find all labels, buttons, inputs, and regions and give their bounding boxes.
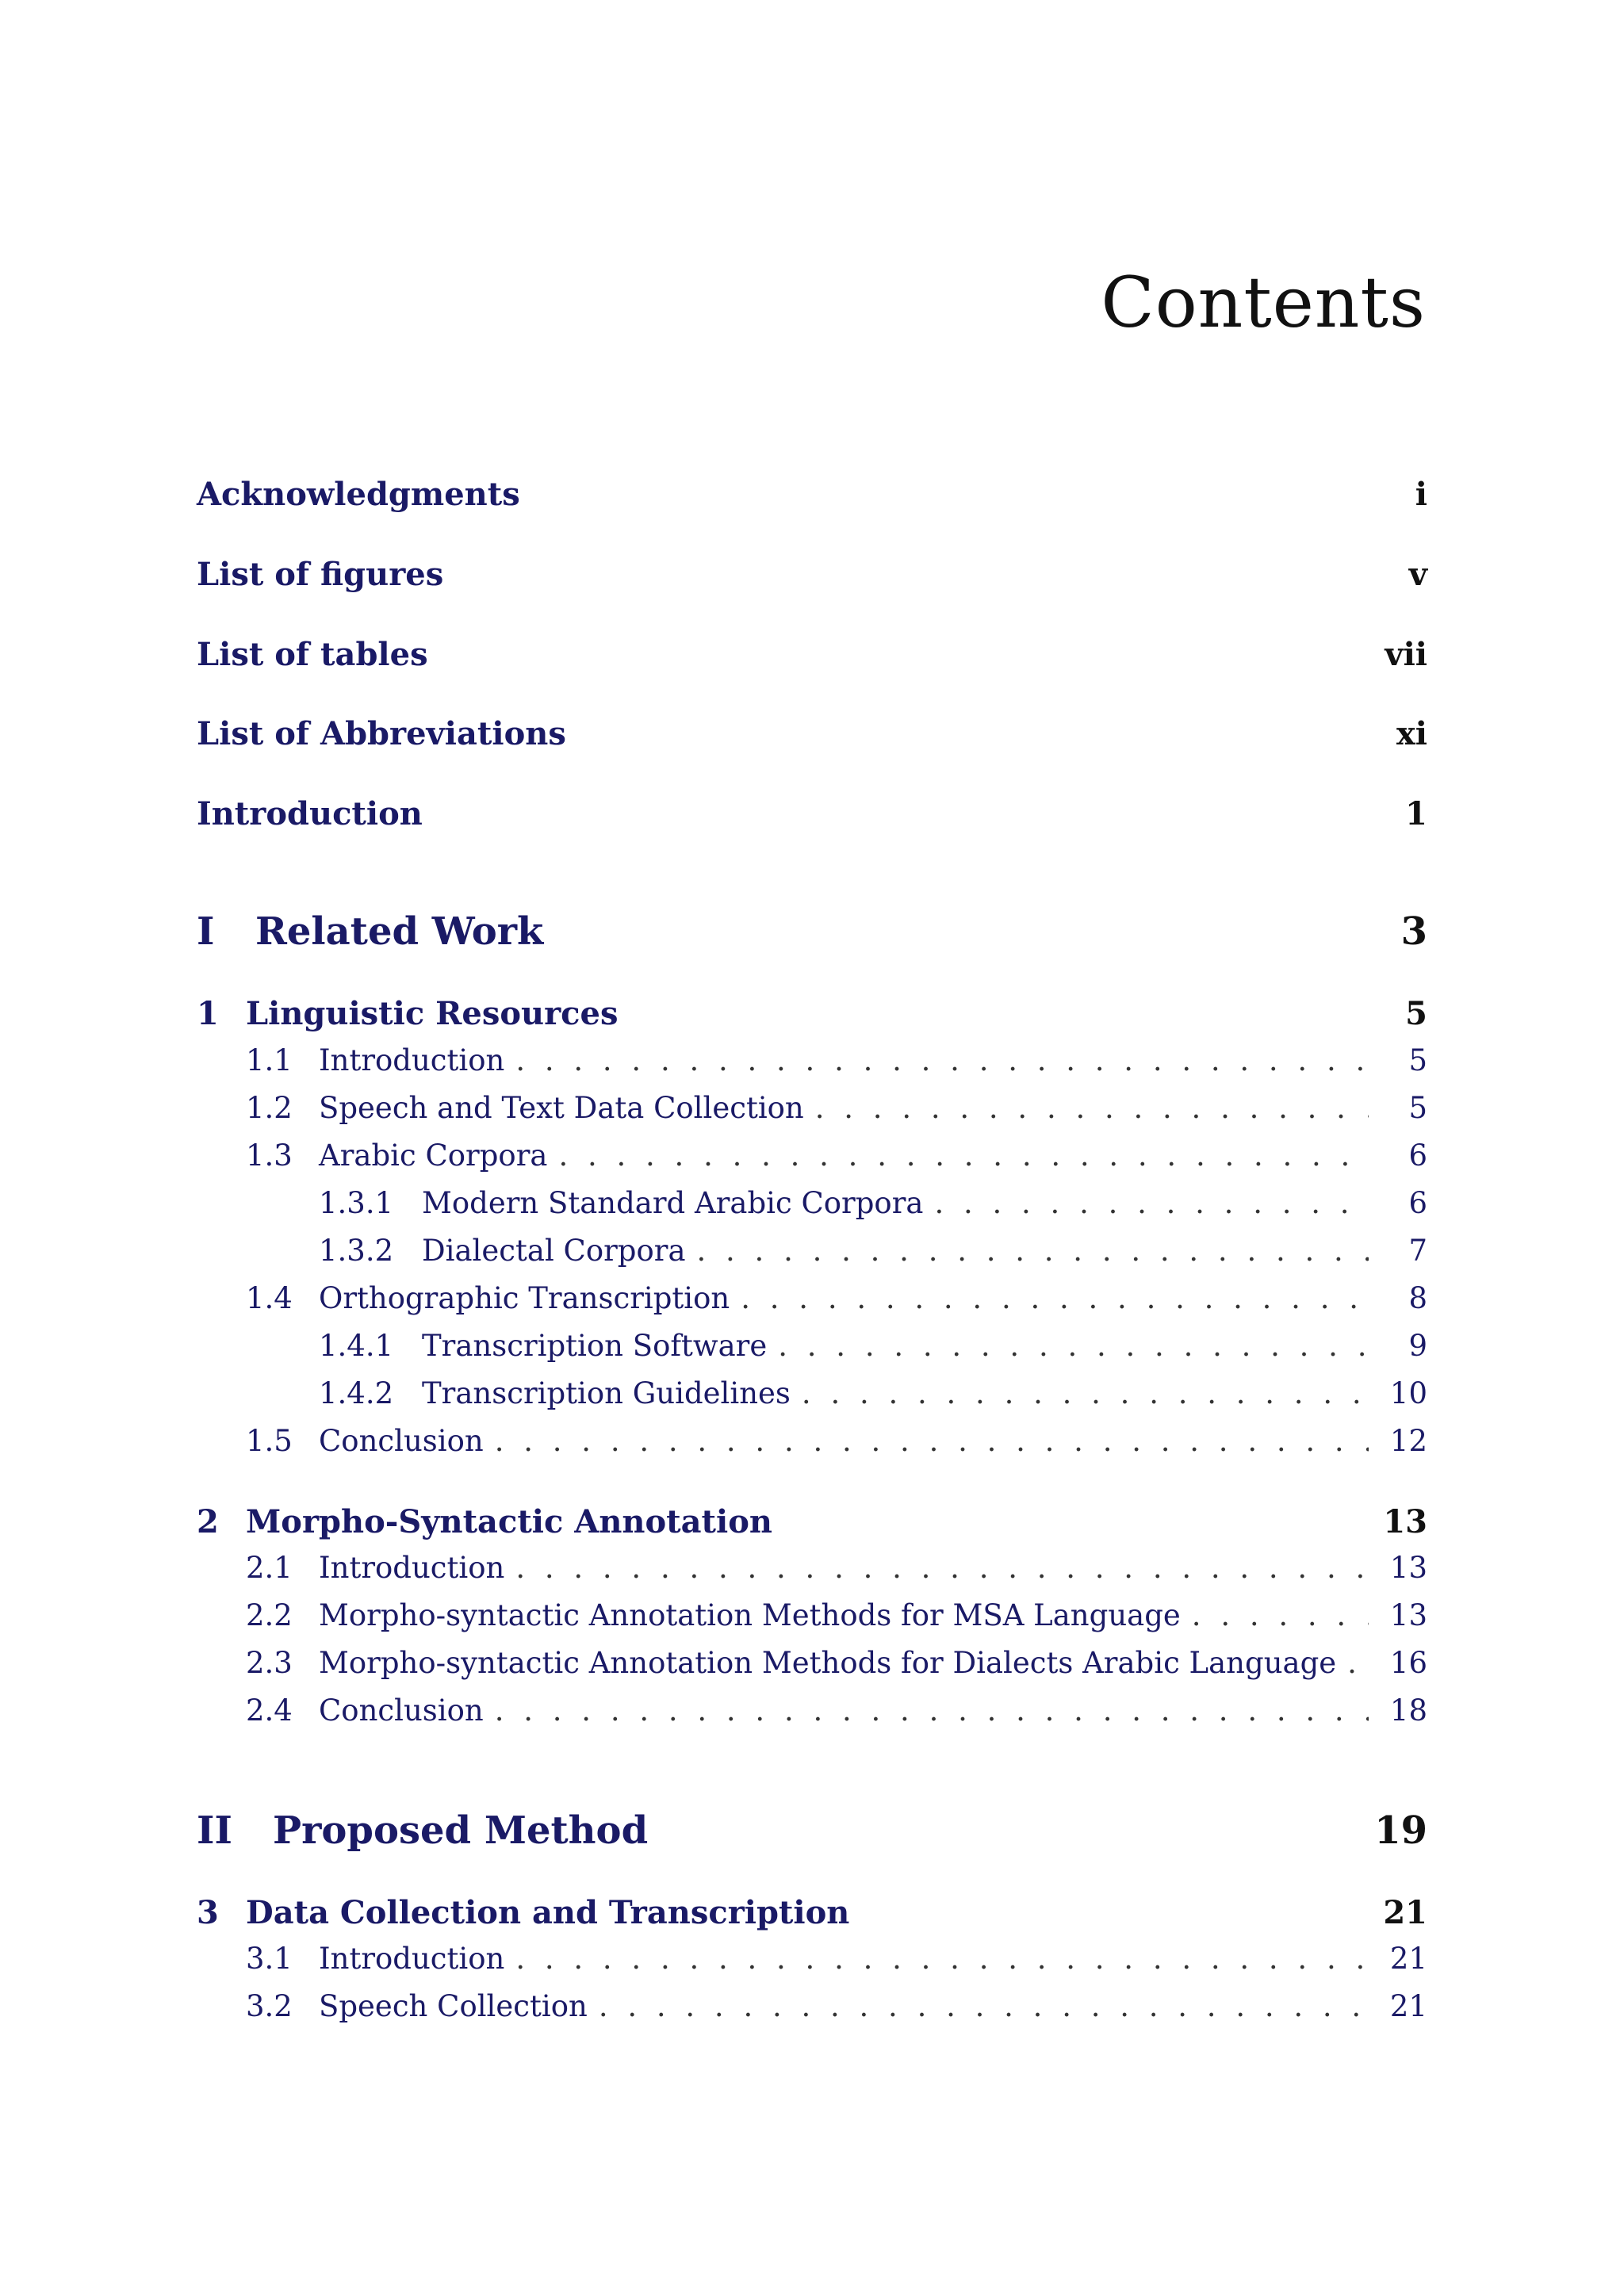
toc-section-1-1[interactable] [197,1043,1427,1077]
toc-entry-page: xi [1396,715,1427,752]
toc-section-title: Morpho-syntactic Annotation Methods for Dialects Arabic Language [319,1646,1337,1680]
toc-section-2-1[interactable] [197,1551,1427,1585]
toc-section-title: Conclusion [319,1424,484,1458]
toc-chapter-page: 21 [1383,1894,1427,1931]
toc-part-title: Proposed Method [273,1808,649,1853]
toc-section-page: 5 [1408,1043,1427,1077]
toc-entry-label: List of Abbreviations [197,715,566,752]
toc-chapter-title: Data Collection and Transcription [246,1894,850,1931]
toc-section-number: 1.3 [246,1138,293,1173]
toc-part-title: Related Work [255,909,544,954]
dot-leader [802,1376,1369,1410]
toc-subsection-title: Transcription Software [422,1329,768,1363]
toc-section-2-4[interactable] [197,1693,1427,1728]
toc-chapter-number: 1 [197,995,219,1032]
toc-section-2-3[interactable] [197,1646,1427,1680]
toc-section-page: 8 [1408,1281,1427,1315]
toc-chapter-page: 5 [1405,995,1427,1032]
toc-part-number: I [197,909,215,954]
toc-section-page: 18 [1389,1693,1427,1728]
dot-leader [558,1138,1369,1173]
toc-section-page: 12 [1389,1424,1427,1458]
toc-section-title: Conclusion [319,1693,484,1728]
toc-part-page: 19 [1374,1808,1427,1853]
toc-entry-page: vii [1385,636,1427,673]
toc-subsection-1-3-1[interactable] [197,1186,1427,1220]
dot-leader [1192,1598,1369,1632]
toc-entry-page: v [1408,556,1427,593]
toc-subsection-number: 1.3.2 [319,1234,394,1268]
toc-section-1-5[interactable] [197,1424,1427,1458]
toc-entry-list-of-abbreviations[interactable] [197,715,1427,752]
dot-leader [741,1281,1369,1315]
toc-part-page: 3 [1400,909,1427,954]
dot-leader [515,1043,1369,1077]
toc-section-page: 16 [1389,1646,1427,1680]
toc-chapter-title: Morpho-Syntactic Annotation [246,1503,772,1540]
toc-section-page: 13 [1389,1598,1427,1632]
toc-section-title: Speech and Text Data Collection [319,1091,804,1125]
toc-section-page: 5 [1408,1091,1427,1125]
toc-entry-page: i [1415,476,1427,513]
toc-section-page: 6 [1408,1138,1427,1173]
toc-chapter-1[interactable] [197,995,1427,1032]
toc-subsection-page: 7 [1408,1234,1427,1268]
toc-subsection-page: 9 [1408,1329,1427,1363]
toc-part-2[interactable] [197,1808,1427,1853]
toc-section-number: 1.4 [246,1281,293,1315]
toc-chapter-3[interactable] [197,1894,1427,1931]
dot-leader [697,1234,1369,1268]
dot-leader [815,1091,1369,1125]
dot-leader [934,1186,1369,1220]
toc-section-2-2[interactable] [197,1598,1427,1632]
toc-subsection-title: Modern Standard Arabic Corpora [422,1186,924,1220]
toc-entry-label: Acknowledgments [197,476,520,513]
dot-leader [599,1989,1369,2023]
toc-section-page: 21 [1389,1989,1427,2023]
toc-section-1-4[interactable] [197,1281,1427,1315]
toc-section-title: Introduction [319,1043,505,1077]
dot-leader [515,1551,1369,1585]
toc-subsection-page: 6 [1408,1186,1427,1220]
dot-leader [778,1329,1369,1363]
toc-entry-label: Introduction [197,795,423,832]
toc-part-number: II [197,1808,232,1853]
dot-leader [1347,1646,1369,1680]
toc-section-number: 1.1 [246,1043,293,1077]
toc-subsection-title: Dialectal Corpora [422,1234,686,1268]
toc-section-number: 1.5 [246,1424,293,1458]
toc-section-number: 3.1 [246,1942,293,1976]
toc-section-3-2[interactable] [197,1989,1427,2023]
toc-entry-list-of-tables[interactable] [197,636,1427,673]
toc-section-title: Orthographic Transcription [319,1281,730,1315]
toc-entry-acknowledgments[interactable] [197,476,1427,513]
toc-section-1-2[interactable] [197,1091,1427,1125]
toc-subsection-1-3-2[interactable] [197,1234,1427,1268]
toc-chapter-number: 2 [197,1503,219,1540]
toc-section-title: Introduction [319,1942,505,1976]
toc-entry-label: List of tables [197,636,428,673]
toc-section-title: Speech Collection [319,1989,588,2023]
toc-chapter-title: Linguistic Resources [246,995,619,1032]
toc-subsection-number: 1.3.1 [319,1186,394,1220]
toc-section-title: Morpho-syntactic Annotation Methods for MSA Language [319,1598,1181,1632]
toc-subsection-number: 1.4.2 [319,1376,394,1410]
toc-section-page: 13 [1389,1551,1427,1585]
toc-part-1[interactable] [197,909,1427,954]
toc-section-number: 3.2 [246,1989,293,2023]
toc-entry-list-of-figures[interactable] [197,556,1427,593]
toc-section-page: 21 [1389,1942,1427,1976]
dot-leader [495,1693,1369,1728]
toc-section-title: Arabic Corpora [319,1138,548,1173]
dot-leader [495,1424,1369,1458]
toc-entry-label: List of figures [197,556,444,593]
toc-entry-page: 1 [1405,795,1427,832]
toc-section-1-3[interactable] [197,1138,1427,1173]
toc-subsection-number: 1.4.1 [319,1329,394,1363]
toc-entry-introduction[interactable] [197,795,1427,832]
toc-subsection-1-4-2[interactable] [197,1376,1427,1410]
toc-section-title: Introduction [319,1551,505,1585]
page-title: Contents [1101,262,1426,343]
toc-chapter-number: 3 [197,1894,219,1931]
toc-section-number: 2.3 [246,1646,293,1680]
toc-section-number: 2.1 [246,1551,293,1585]
toc-chapter-page: 13 [1383,1503,1427,1540]
toc-section-number: 2.2 [246,1598,293,1632]
toc-subsection-1-4-1[interactable] [197,1329,1427,1363]
toc-section-number: 2.4 [246,1693,293,1728]
toc-subsection-title: Transcription Guidelines [422,1376,791,1410]
toc-chapter-2[interactable] [197,1503,1427,1540]
dot-leader [515,1942,1369,1976]
toc-section-number: 1.2 [246,1091,293,1125]
toc-section-3-1[interactable] [197,1942,1427,1976]
toc-subsection-page: 10 [1389,1376,1427,1410]
